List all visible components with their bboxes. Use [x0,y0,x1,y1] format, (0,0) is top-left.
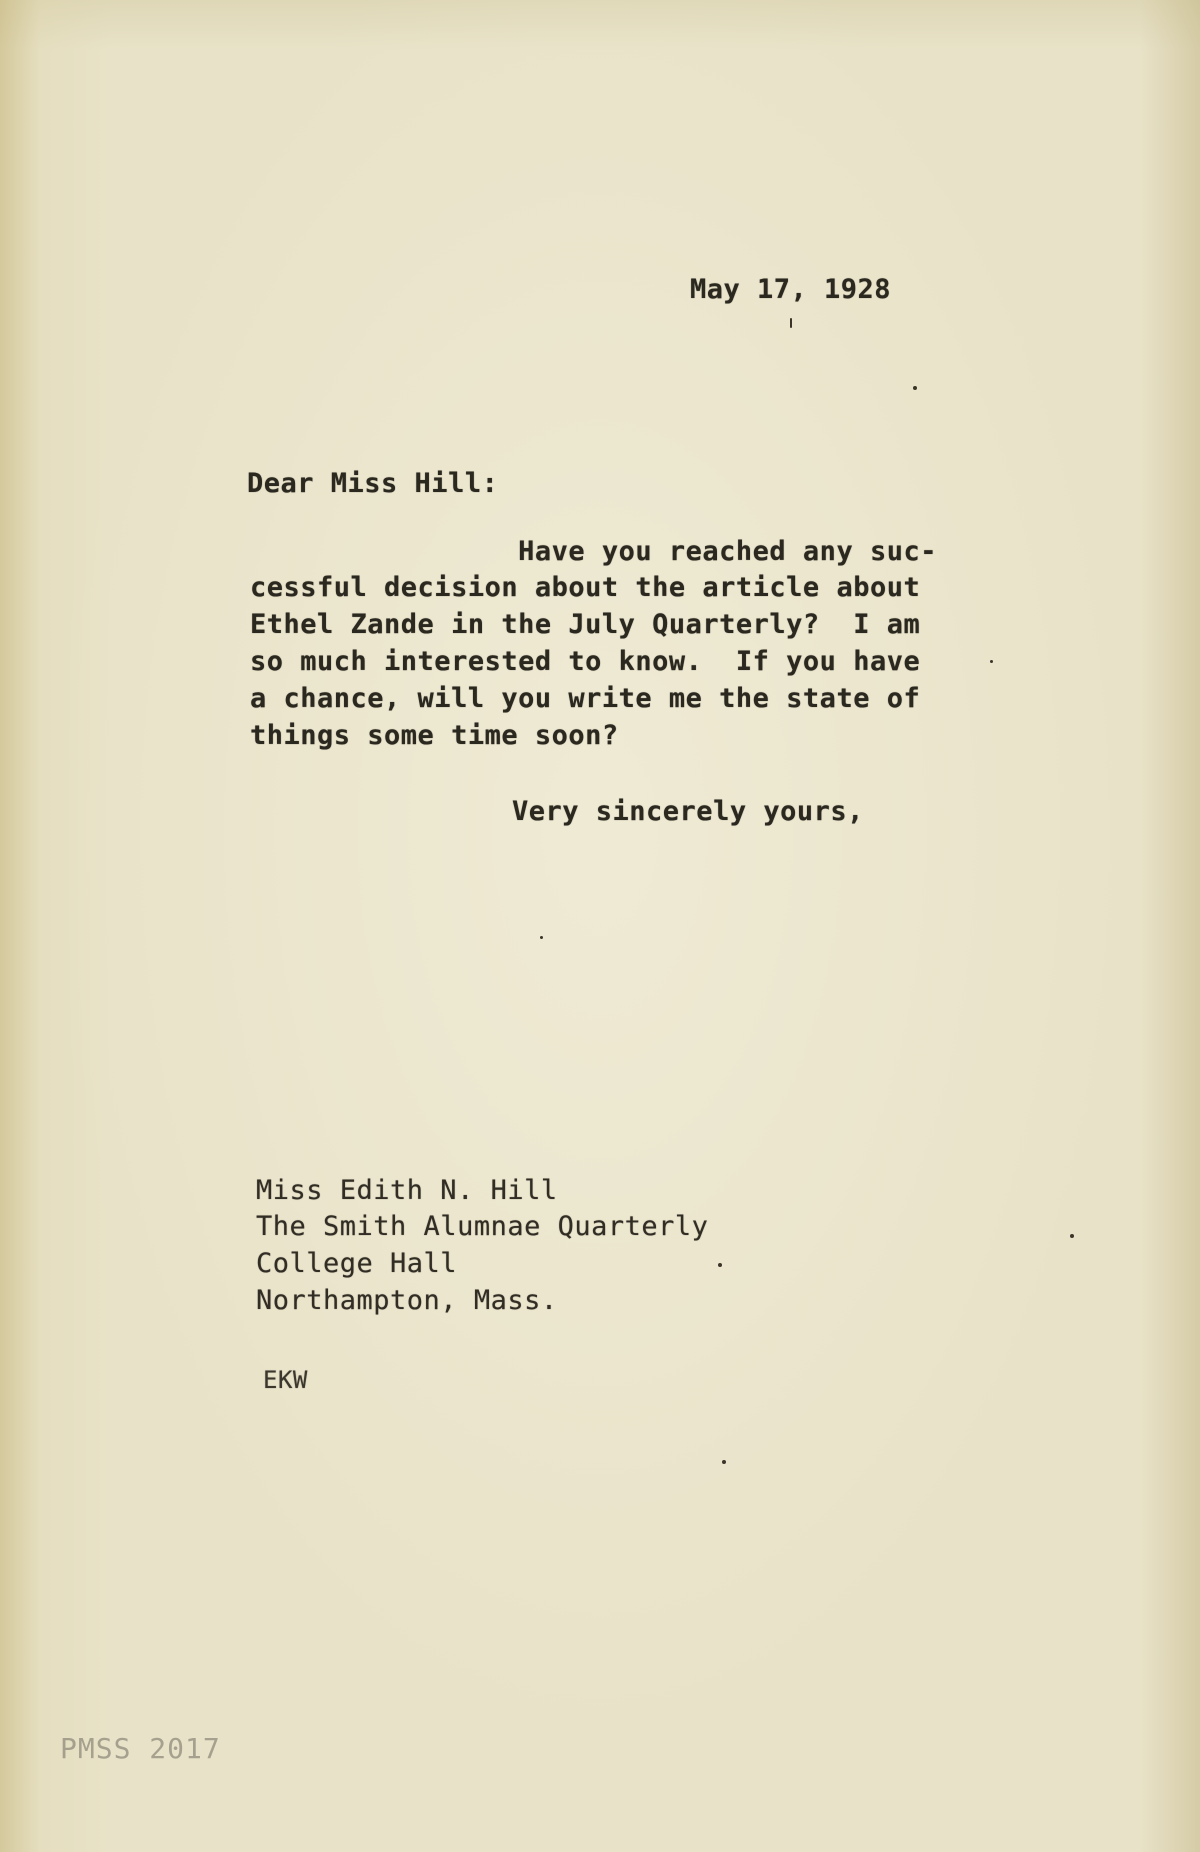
ink-speck [790,318,792,328]
address-line: Northampton, Mass. [256,1285,558,1316]
typist-initials: EKW [263,1366,308,1394]
address-line: The Smith Alumnae Quarterly [256,1211,709,1242]
ink-speck [722,1460,726,1464]
ink-speck [1070,1234,1074,1238]
closing: Very sincerely yours, [512,796,864,827]
body-line: cessful decision about the article about [250,572,921,603]
archive-watermark: PMSS 2017 [60,1732,221,1765]
ink-speck [990,660,993,663]
body-line: a chance, will you write me the state of [250,683,921,714]
body-line: so much interested to know. If you have [250,646,921,677]
body-line: Ethel Zande in the July Quarterly? I am [250,609,921,640]
ink-speck [540,936,543,939]
address-line: College Hall [256,1248,458,1279]
body-line: Have you reached any suc- [250,536,937,567]
salutation: Dear Miss Hill: [247,468,499,499]
body-line: things some time soon? [250,720,619,751]
address-line: Miss Edith N. Hill [256,1175,558,1206]
ink-speck [913,386,917,390]
ink-speck [718,1263,722,1267]
letter-date: May 17, 1928 [690,274,892,305]
